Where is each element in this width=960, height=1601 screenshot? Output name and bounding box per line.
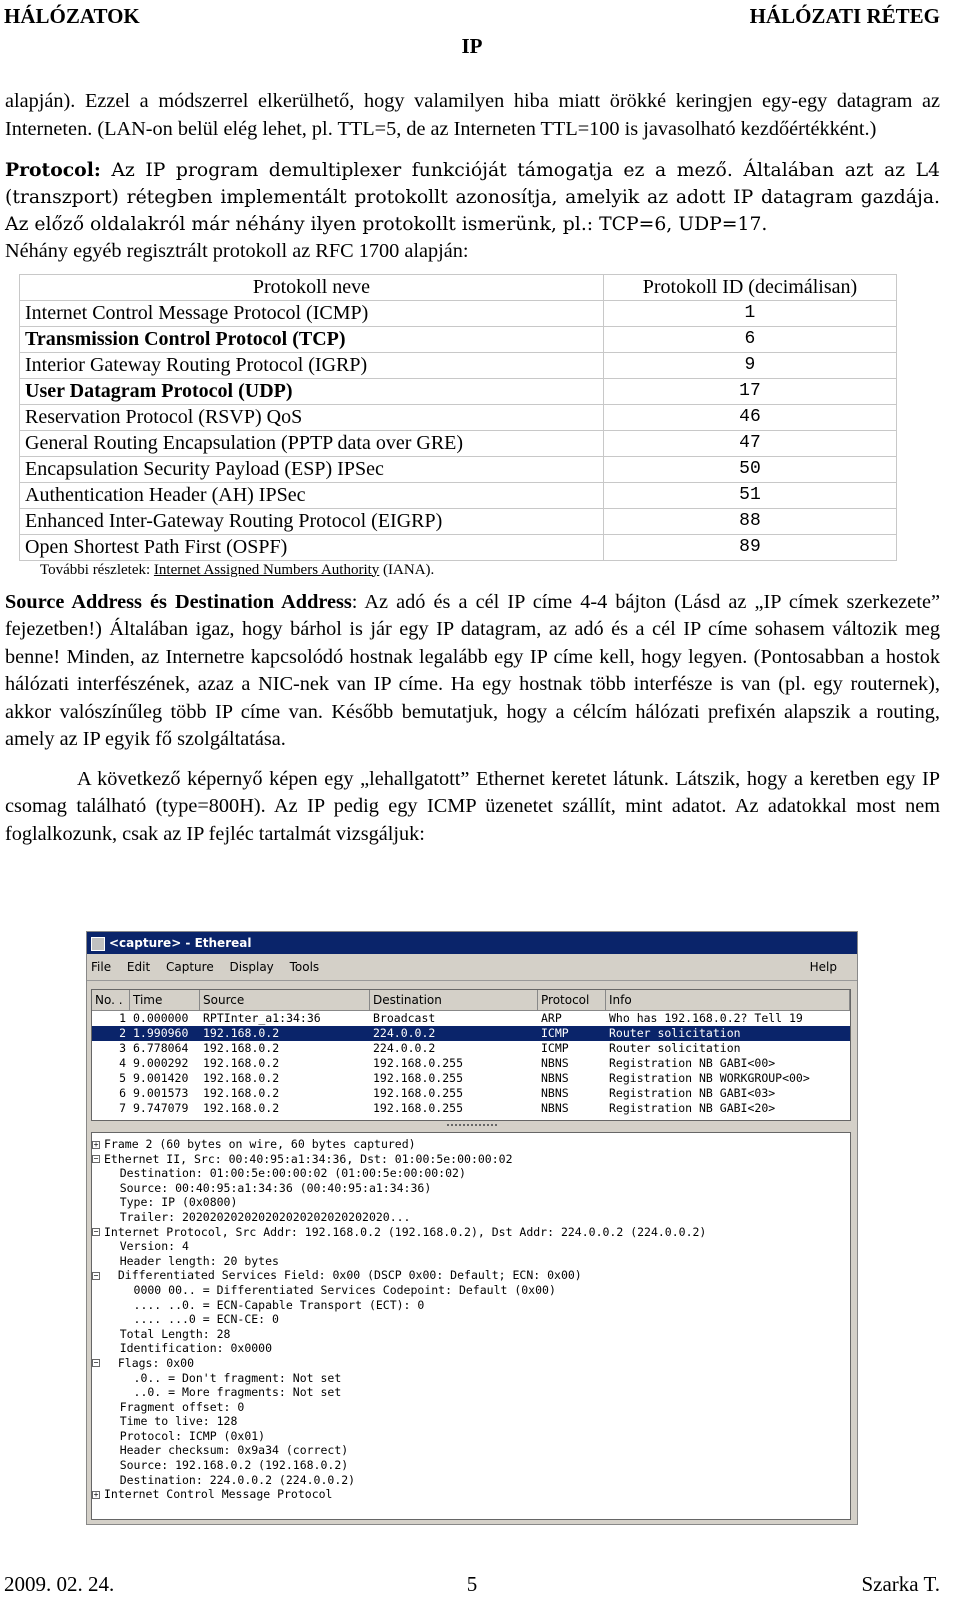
menu-display[interactable]: Display — [229, 960, 274, 974]
window-titlebar — [87, 932, 857, 954]
detail-text: Differentiated Services Field: 0x00 (DSCP 0x00: Default; ECN: 0x00) — [104, 1268, 582, 1283]
app-icon — [91, 937, 105, 951]
protocol-row — [20, 456, 897, 482]
detail-tree-row[interactable] — [92, 1385, 850, 1400]
packet-destination: 192.168.0.255 — [373, 1071, 464, 1085]
packet-no: 4 — [119, 1056, 126, 1070]
packet-info: Router solicitation — [609, 1026, 741, 1040]
detail-text: ..0. = More fragments: Not set — [92, 1385, 342, 1400]
packet-row[interactable] — [92, 1086, 850, 1101]
addresses-text: : Az adó és a cél IP címe 4-4 bájton (Lásd az „IP címek szerkezete” fejezetben!) Általában igaz, hogy bárhol is jár egy IP datagram, az adó és a cél IP címe sohasem változik meg benne! Minden, az Internetre kapcsolódó hostnak legalább egy IP címe kell, hogy legyen. (Pontosabban a hostok hálózati interfészének, azaz a NIC-nek van IP címe. Ha egy hostnak több interfésze is van (pl. egy routernek), akkor valószínűleg több IP címe van. Később bemutatjuk, hogy a célcím hálózati prefixén alapszik a routing, amely az IP egyik fő szolgáltatása. — [5, 590, 940, 750]
packet-no: 2 — [119, 1026, 126, 1040]
packet-protocol: NBNS — [541, 1086, 569, 1100]
protocol-name: Authentication Header (AH) IPSec — [20, 482, 604, 508]
collapse-icon[interactable]: − — [93, 1227, 99, 1237]
detail-tree-row[interactable] — [92, 1473, 850, 1488]
packet-protocol: ICMP — [541, 1041, 569, 1055]
protocol-table-header — [20, 274, 897, 300]
protocol-id: 50 — [603, 456, 896, 482]
packet-time: 9.000292 — [133, 1056, 189, 1070]
detail-tree-row[interactable] — [92, 1225, 850, 1240]
detail-text: Source: 192.168.0.2 (192.168.0.2) — [92, 1458, 349, 1473]
protocol-id: 1 — [603, 300, 896, 326]
detail-tree-row[interactable] — [92, 1371, 850, 1386]
ethereal-screenshot — [86, 931, 858, 1525]
col-no[interactable]: No. . — [92, 990, 130, 1010]
detail-text: Header checksum: 0x9a34 (correct) — [92, 1443, 349, 1458]
iana-note — [40, 561, 940, 579]
protocol-name: Reservation Protocol (RSVP) QoS — [20, 404, 604, 430]
protocol-name: Encapsulation Security Payload (ESP) IPSec — [20, 456, 604, 482]
packet-info: Who has 192.168.0.2? Tell 19 — [609, 1011, 803, 1025]
protocol-row — [20, 508, 897, 534]
protocol-row — [20, 430, 897, 456]
packet-destination: 192.168.0.255 — [373, 1101, 464, 1115]
packet-info: Registration NB GABI<20> — [609, 1101, 776, 1115]
header-left: HÁLÓZATOK — [4, 4, 140, 28]
packet-info: Registration NB GABI<03> — [609, 1086, 776, 1100]
paragraph-addresses — [5, 589, 940, 754]
detail-text: Internet Protocol, Src Addr: 192.168.0.2 (192.168.0.2), Dst Addr: 224.0.0.2 (224.0.0.2) — [104, 1224, 707, 1239]
packet-time: 0.000000 — [133, 1011, 189, 1025]
addresses-label: Source Address és Destination Address — [5, 590, 352, 613]
detail-tree-row[interactable] — [92, 1458, 850, 1473]
packet-protocol: NBNS — [541, 1071, 569, 1085]
packet-info: Registration NB GABI<00> — [609, 1056, 776, 1070]
protocol-id: 51 — [603, 482, 896, 508]
detail-tree-row[interactable] — [92, 1181, 850, 1196]
menu-help[interactable]: Help — [809, 960, 837, 974]
detail-text: .... ..0. = ECN-Capable Transport (ECT): 0 — [92, 1297, 425, 1312]
detail-text: Time to live: 128 — [92, 1414, 238, 1429]
protocol-row — [20, 378, 897, 404]
detail-text: Ethernet II, Src: 00:40:95:a1:34:36, Dst: 01:00:5e:00:00:02 — [104, 1151, 513, 1166]
detail-tree-row[interactable] — [92, 1283, 850, 1298]
packet-source: RPTInter_a1:34:36 — [203, 1011, 321, 1025]
protocol-row — [20, 482, 897, 508]
pane-splitter[interactable] — [447, 1124, 497, 1130]
detail-tree-row[interactable] — [92, 1443, 850, 1458]
detail-text: Header length: 20 bytes — [92, 1253, 279, 1268]
footer-author: Szarka T. — [861, 1572, 940, 1596]
packet-time: 9.001420 — [133, 1071, 189, 1085]
detail-text: Fragment offset: 0 — [92, 1399, 245, 1414]
note-prefix: További részletek: — [40, 561, 154, 578]
col-info[interactable]: Info — [606, 990, 850, 1010]
packet-destination: Broadcast — [373, 1011, 436, 1025]
packet-details[interactable] — [91, 1132, 851, 1520]
protocol-name: Internet Control Message Protocol (ICMP) — [20, 300, 604, 326]
header-center: IP — [461, 34, 483, 58]
detail-tree-row[interactable] — [92, 1327, 850, 1342]
footer-page-number: 5 — [466, 1572, 478, 1596]
header-right: HÁLÓZATI RÉTEG — [749, 4, 940, 28]
packet-source: 192.168.0.2 — [203, 1026, 280, 1040]
detail-tree-row[interactable] — [92, 1487, 850, 1502]
detail-text: .... ...0 = ECN-CE: 0 — [92, 1312, 279, 1327]
detail-text: Total Length: 28 — [92, 1326, 231, 1341]
protocol-name: User Datagram Protocol (UDP) — [20, 378, 604, 404]
protocol-id: 9 — [603, 352, 896, 378]
packet-row[interactable] — [92, 1026, 850, 1041]
detail-tree-row[interactable] — [92, 1341, 850, 1356]
packet-source: 192.168.0.2 — [203, 1086, 280, 1100]
detail-tree-row[interactable] — [92, 1298, 850, 1313]
menu-bar — [87, 954, 857, 981]
detail-tree-row[interactable] — [92, 1210, 850, 1225]
detail-tree-row[interactable] — [92, 1254, 850, 1269]
page-header — [4, 4, 940, 58]
detail-tree-row[interactable] — [92, 1239, 850, 1254]
protocol-id: 88 — [603, 508, 896, 534]
packet-destination: 224.0.0.2 — [373, 1026, 436, 1040]
packet-info: Router solicitation — [609, 1041, 741, 1055]
packet-source: 192.168.0.2 — [203, 1071, 280, 1085]
detail-text: Type: IP (0x0800) — [92, 1195, 238, 1210]
protocol-table — [19, 274, 897, 561]
packet-no: 6 — [119, 1086, 126, 1100]
paragraph-protocol — [5, 157, 940, 238]
detail-tree-row[interactable] — [92, 1312, 850, 1327]
detail-tree-row[interactable] — [92, 1166, 850, 1181]
detail-tree-row[interactable] — [92, 1137, 850, 1152]
detail-tree-row[interactable] — [92, 1429, 850, 1444]
detail-tree-row[interactable] — [92, 1414, 850, 1429]
paragraph-rfc: Néhány egyéb regisztrált protokoll az RFC 1700 alapján: — [5, 240, 469, 262]
protocol-name: Transmission Control Protocol (TCP) — [20, 326, 604, 352]
note-suffix: (IANA). — [379, 561, 435, 578]
protocol-name: Open Shortest Path First (OSPF) — [20, 534, 604, 560]
iana-link[interactable]: Internet Assigned Numbers Authority — [153, 561, 380, 578]
menu-tools[interactable]: Tools — [289, 960, 320, 974]
detail-text: Identification: 0x0000 — [92, 1341, 273, 1356]
protocol-id: 89 — [603, 534, 896, 560]
packet-time: 9.747079 — [133, 1101, 189, 1115]
packet-no: 7 — [119, 1101, 126, 1115]
protocol-row — [20, 300, 897, 326]
detail-tree-row[interactable] — [92, 1356, 850, 1371]
protocol-row — [20, 352, 897, 378]
col-destination[interactable]: Destination — [370, 990, 538, 1010]
packet-list[interactable] — [91, 989, 851, 1121]
expand-icon[interactable]: + — [93, 1139, 99, 1149]
packet-source: 192.168.0.2 — [203, 1056, 280, 1070]
col-protocol-name: Protokoll neve — [20, 274, 604, 300]
paragraph-ttl: alapján). Ezzel a módszerrel elkerülhető, hogy valamilyen hiba miatt örökké keringjen egy-egy datagram az Interneten. (LAN-on belül elég lehet, pl. TTL=5, de az Interneten TTL=100 is javasolható kezdőértékként.) — [5, 90, 940, 140]
window-title: <capture> - Ethereal — [109, 936, 252, 950]
packet-time: 9.001573 — [133, 1086, 189, 1100]
packet-list-header — [92, 990, 850, 1011]
col-source[interactable]: Source — [200, 990, 370, 1010]
menu-file[interactable]: File — [91, 960, 112, 974]
packet-no: 3 — [119, 1041, 126, 1055]
detail-text: Source: 00:40:95:a1:34:36 (00:40:95:a1:34:36) — [92, 1180, 432, 1195]
collapse-icon[interactable]: − — [93, 1154, 99, 1164]
expand-icon[interactable]: + — [93, 1489, 99, 1499]
packet-source: 192.168.0.2 — [203, 1041, 280, 1055]
packet-row[interactable] — [92, 1011, 850, 1026]
col-protocol-id: Protokoll ID (decimálisan) — [603, 274, 896, 300]
protocol-label: Protocol: — [5, 159, 101, 181]
detail-text: Destination: 224.0.0.2 (224.0.0.2) — [92, 1472, 356, 1487]
detail-text: Internet Control Message Protocol — [104, 1487, 333, 1502]
packet-row[interactable] — [92, 1071, 850, 1086]
detail-tree-row[interactable] — [92, 1400, 850, 1415]
detail-text: Trailer: 202020202020202020202020202020... — [92, 1209, 411, 1224]
protocol-name: Enhanced Inter-Gateway Routing Protocol (EIGRP) — [20, 508, 604, 534]
detail-text: 0000 00.. = Differentiated Services Codepoint: Default (0x00) — [92, 1282, 556, 1297]
packet-destination: 224.0.0.2 — [373, 1041, 436, 1055]
col-time[interactable]: Time — [130, 990, 200, 1010]
packet-row[interactable] — [92, 1101, 850, 1116]
col-protocol[interactable]: Protocol — [538, 990, 606, 1010]
detail-tree-row[interactable] — [92, 1268, 850, 1283]
packet-destination: 192.168.0.255 — [373, 1086, 464, 1100]
protocol-row — [20, 404, 897, 430]
packet-protocol: ARP — [541, 1011, 562, 1025]
protocol-text: Az IP program demultiplexer funkcióját támogatja ez a mező. Általában azt az L4 (transzport) rétegben implementált protokollt azonosítja, amelyik az adott IP datagram gazdája. Az előző oldalakról már néhány ilyen protokollt ismerünk, pl.: TCP=6, UDP=17. — [5, 160, 940, 235]
protocol-name: General Routing Encapsulation (PPTP data over GRE) — [20, 430, 604, 456]
packet-row[interactable] — [92, 1056, 850, 1071]
packet-no: 5 — [119, 1071, 126, 1085]
detail-text: Version: 4 — [92, 1239, 189, 1254]
protocol-row — [20, 326, 897, 352]
menu-capture[interactable]: Capture — [166, 960, 214, 974]
detail-text: Frame 2 (60 bytes on wire, 60 bytes captured) — [104, 1137, 416, 1151]
packet-protocol: ICMP — [541, 1026, 569, 1040]
footer-date: 2009. 02. 24. — [4, 1572, 115, 1596]
detail-text: .0.. = Don't fragment: Not set — [92, 1370, 342, 1385]
packet-time: 6.778064 — [133, 1041, 189, 1055]
detail-text: Flags: 0x00 — [104, 1355, 195, 1370]
document-body — [5, 88, 940, 848]
protocol-id: 6 — [603, 326, 896, 352]
packet-destination: 192.168.0.255 — [373, 1056, 464, 1070]
packet-no: 1 — [119, 1011, 126, 1025]
paragraph-capture-intro: A következő képernyő képen egy „lehallgatott” Ethernet keretet látunk. Látszik, hogy a keretben egy IP csomag található (type=800H). Az IP pedig egy ICMP üzenetet szállít, mint adatot. Az adatokkal most nem foglalkozunk, csak az IP fejléc tartalmát vizsgáljuk: — [5, 767, 940, 845]
packet-row[interactable] — [92, 1041, 850, 1056]
detail-tree-row[interactable] — [92, 1152, 850, 1167]
packet-source: 192.168.0.2 — [203, 1101, 280, 1115]
detail-text: Destination: 01:00:5e:00:00:02 (01:00:5e:00:00:02) — [92, 1166, 466, 1181]
detail-tree-row[interactable] — [92, 1195, 850, 1210]
packet-info: Registration NB WORKGROUP<00> — [609, 1071, 810, 1085]
protocol-name: Interior Gateway Routing Protocol (IGRP) — [20, 352, 604, 378]
packet-time: 1.990960 — [133, 1026, 189, 1040]
detail-text: Protocol: ICMP (0x01) — [92, 1428, 266, 1443]
protocol-row — [20, 534, 897, 560]
collapse-icon[interactable]: − — [93, 1358, 99, 1368]
menu-edit[interactable]: Edit — [126, 960, 151, 974]
protocol-id: 47 — [603, 430, 896, 456]
packet-protocol: NBNS — [541, 1056, 569, 1070]
protocol-id: 17 — [603, 378, 896, 404]
collapse-icon[interactable]: − — [93, 1270, 99, 1280]
protocol-id: 46 — [603, 404, 896, 430]
packet-protocol: NBNS — [541, 1101, 569, 1115]
